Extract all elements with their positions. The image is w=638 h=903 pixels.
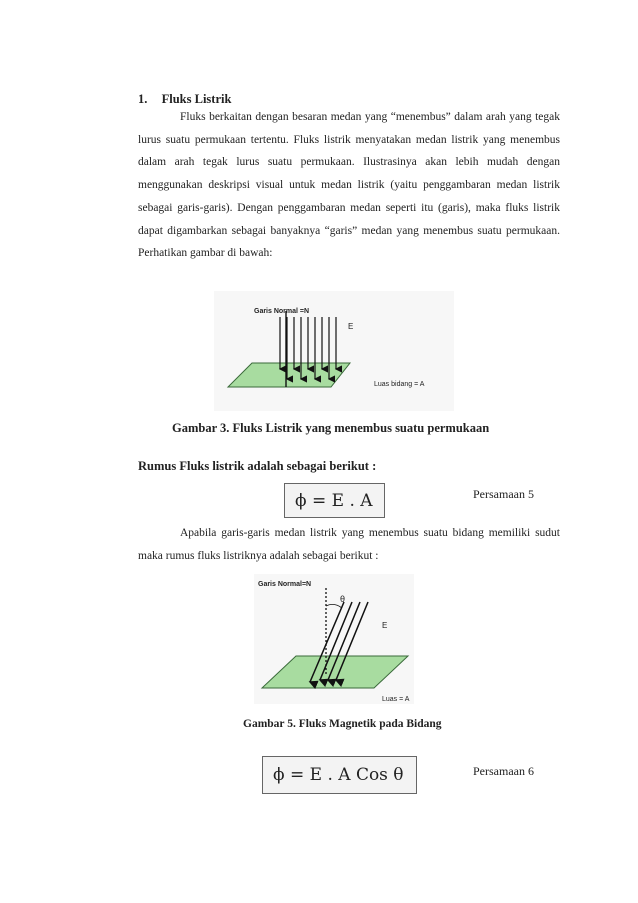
section-heading [138,92,231,107]
figure-electric-flux-illustration [214,291,454,411]
formula-intro: Rumus Fluks listrik adalah sebagai berikut : [138,459,377,473]
figure-electric-flux-caption: Gambar 3. Fluks Listrik yang menembus suatu permukaan [172,421,490,435]
equation-flux-angle-label: Persamaan 6 [473,764,534,778]
field-label: E [348,322,354,331]
equation-flux-angle-expression: ϕ = E . A Cos θ [273,765,404,785]
equation-flux-label: Persamaan 5 [473,487,534,501]
figure-magnetic-flux-caption: Gambar 5. Fluks Magnetik pada Bidang [243,718,442,730]
normal-label: Garis Normal =N [254,308,310,315]
area-label: Luas = A [382,696,410,703]
angle-paragraph-text: Apabila garis-garis medan listrik yang menembus suatu bidang memiliki sudut maka rumus fluks listriknya adalah sebagai berikut : [138,527,560,562]
intro-paragraph-text: Fluks berkaitan dengan besaran medan yang “menembus” dalam arah yang tegak lurus suatu permukaan tertentu. Fluks listrik menyatakan medan listrik yang menembus dalam arah tegak lurus suatu permukaan. Ilustrasinya akan lebih mudah dengan menggunakan deskripsi visual untuk medan listrik (yaitu penggambaran medan listrik sebagai garis-garis). Dengan penggambaran medan seperti itu (garis), maka fluks listrik dapat digambarkan sebagai banyaknya “garis” medan yang menembus suatu permukaan. Perhatikan gambar di bawah: [138,111,560,260]
figure-magnetic-flux-illustration [254,574,414,704]
figure-magnetic-flux [254,574,414,704]
surface-plane [228,363,350,387]
normal-label: Garis Normal=N [258,581,312,588]
field-label: E [382,621,388,630]
area-label: Luas bidang = A [374,381,425,388]
equation-flux-expression: ϕ = E . A [295,490,373,511]
angle-label: θ [340,594,346,604]
intro-paragraph [138,106,560,265]
equation-flux [284,483,385,518]
angle-paragraph [138,522,560,567]
angle-arc [326,604,342,608]
section-number: 1. [138,92,148,106]
figure-electric-flux [214,291,454,411]
surface-plane [262,656,408,688]
section-title: Fluks Listrik [161,92,232,106]
equation-flux-angle [262,756,417,794]
